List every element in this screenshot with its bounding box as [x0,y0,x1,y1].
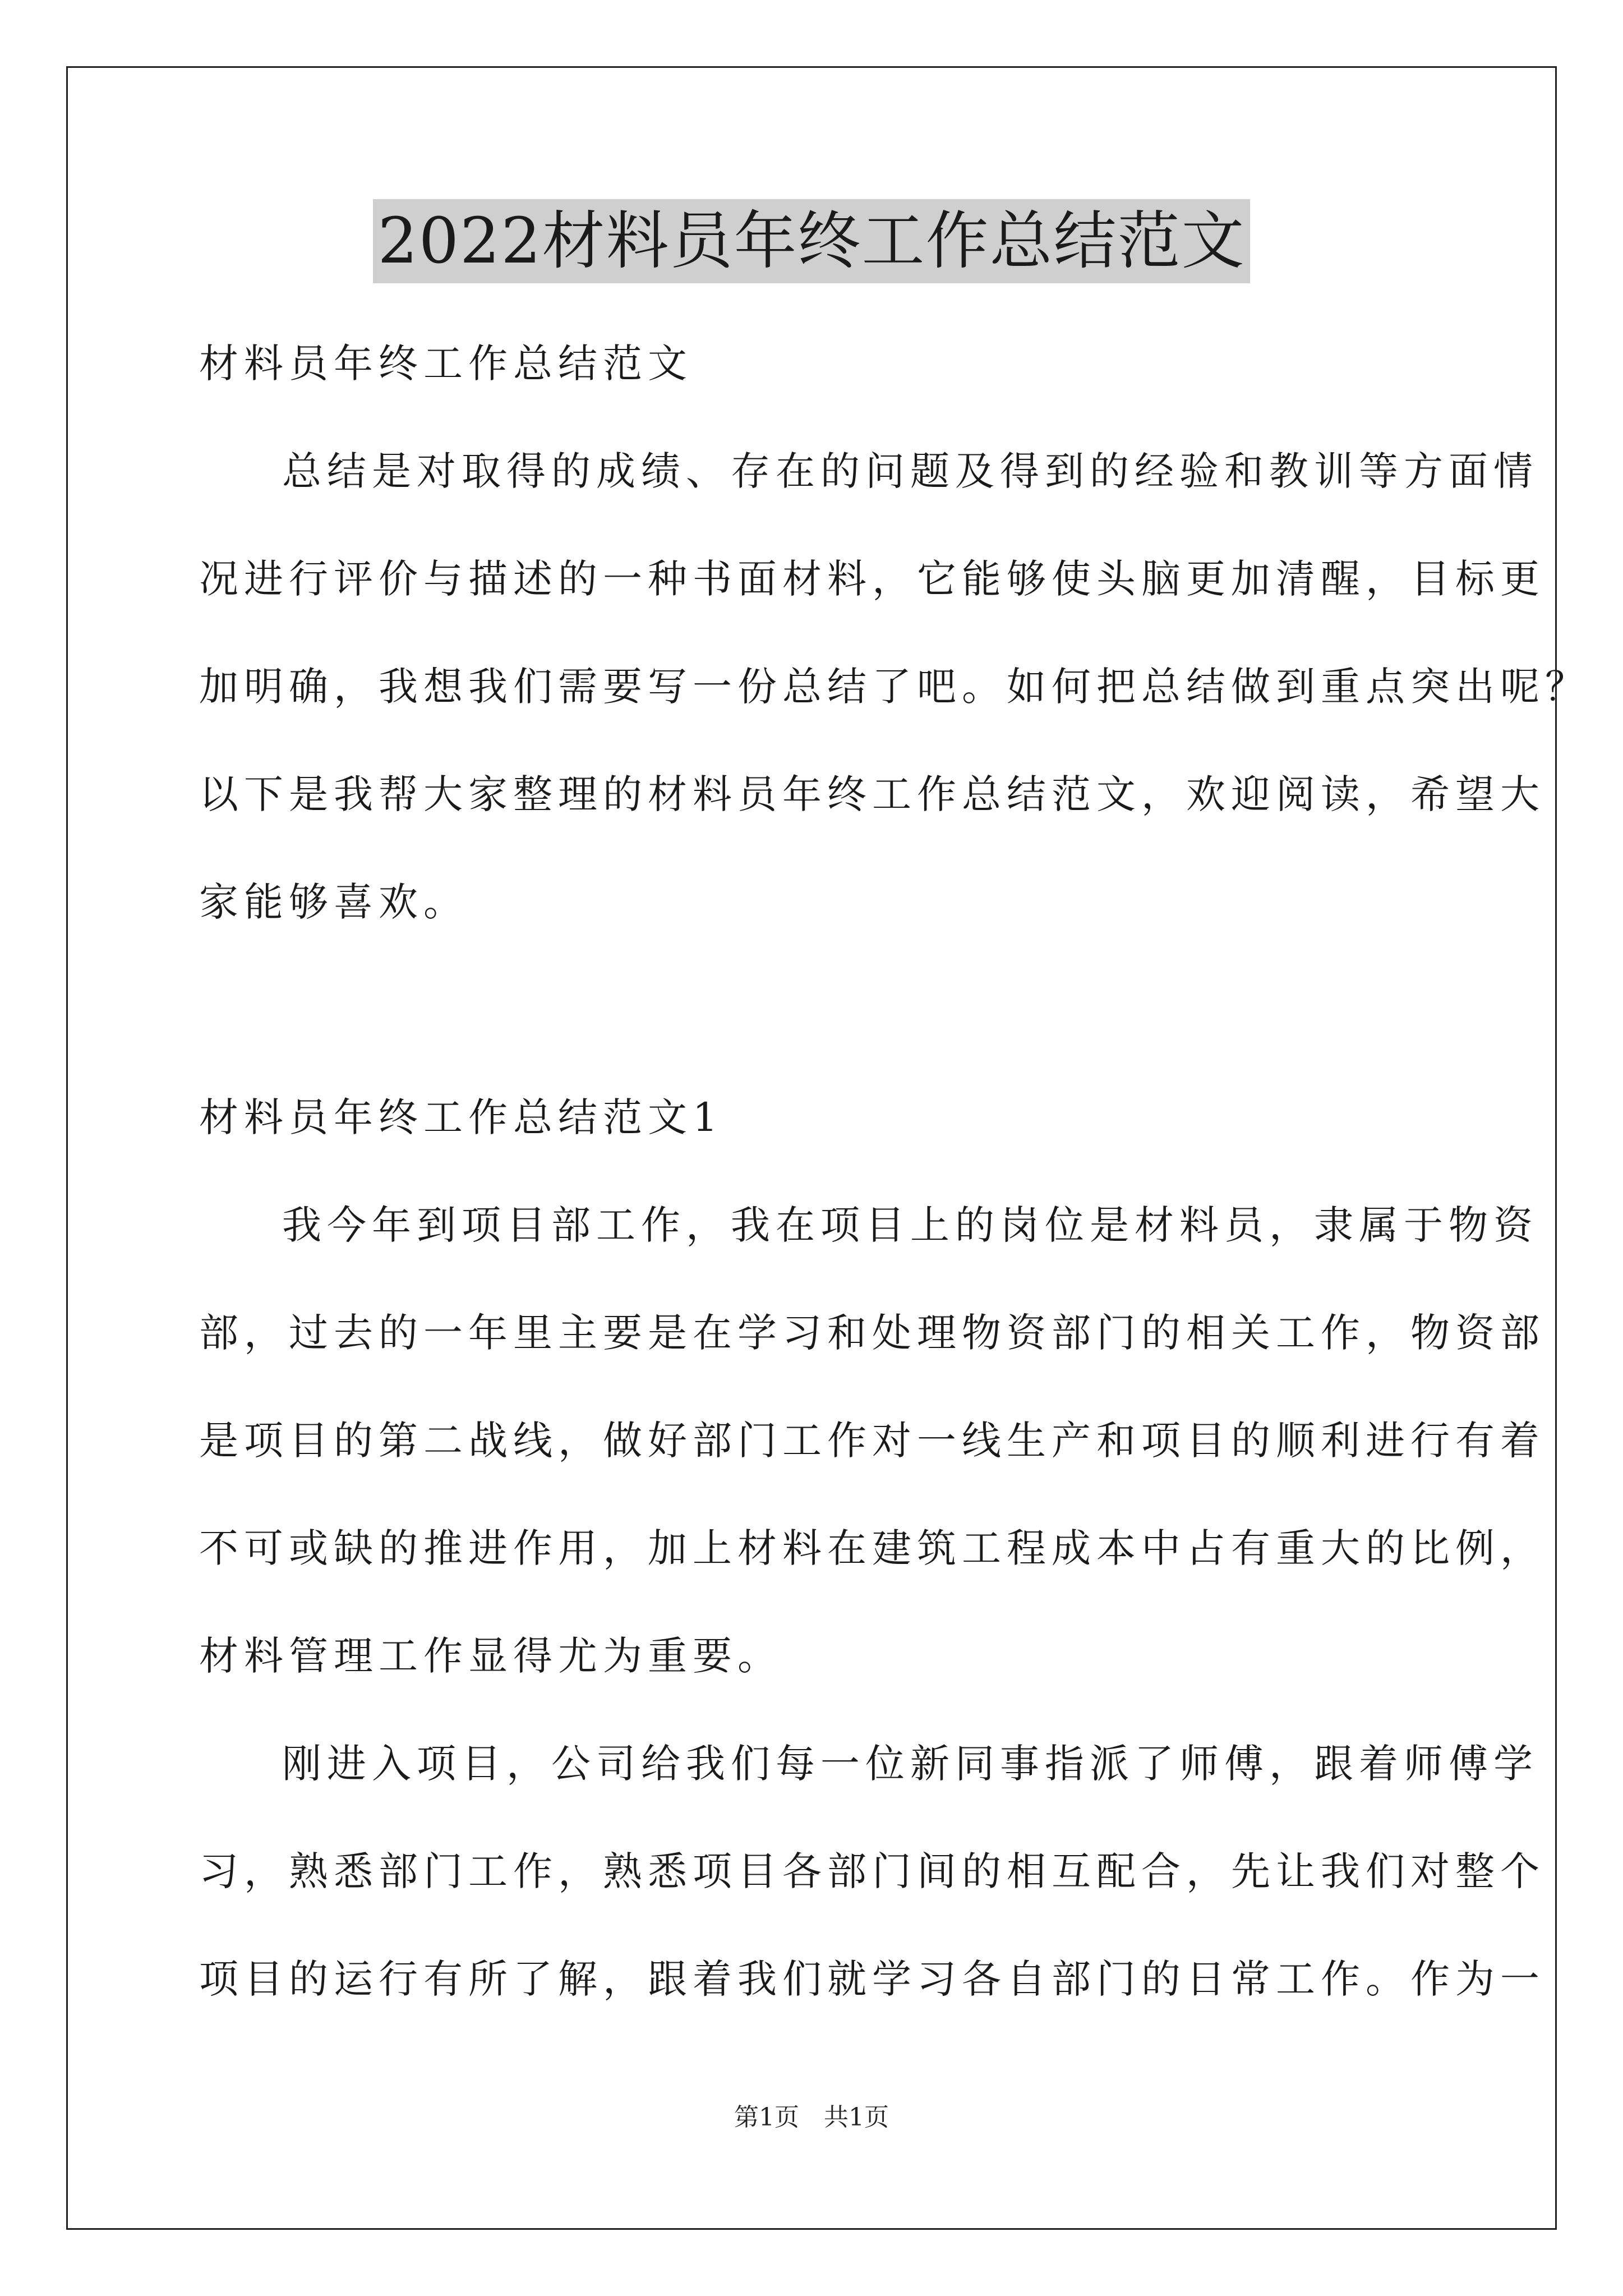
document-body [199,310,1590,2033]
page-footer: 第1页 共1页 [734,2103,889,2132]
paragraph-line: 况进行评价与描述的一种书面材料，它能够使头脑更加清醒，目标更 [199,556,1545,602]
paragraph-line: 总结是对取得的成绩、存在的问题及得到的经验和教训等方面情 [282,448,1538,494]
paragraph-line: 不可或缺的推进作用，加上材料在建筑工程成本中占有重大的比例， [199,1525,1545,1571]
section-heading: 材料员年终工作总结范文1 [199,1094,723,1140]
document-title: 2022材料员年终工作总结范文 [373,199,1249,283]
paragraph-line: 我今年到项目部工作，我在项目上的岗位是材料员，隶属于物资 [282,1202,1538,1248]
title-container [0,199,1623,283]
subtitle-line: 材料员年终工作总结范文 [199,341,693,386]
blank-line [199,956,1427,1064]
paragraph-line: 家能够喜欢。 [199,879,468,925]
paragraph-line: 部，过去的一年里主要是在学习和处理物资部门的相关工作，物资部 [199,1310,1545,1356]
paragraph-line: 是项目的第二战线，做好部门工作对一线生产和项目的顺利进行有着 [199,1418,1545,1464]
paragraph-line: 刚进入项目，公司给我们每一位新同事指派了师傅，跟着师傅学 [282,1741,1538,1787]
paragraph-line: 材料管理工作显得尤为重要。 [199,1633,782,1679]
paragraph-line: 加明确，我想我们需要写一份总结了吧。如何把总结做到重点突出呢？ [199,664,1590,710]
paragraph-line: 以下是我帮大家整理的材料员年终工作总结范文，欢迎阅读，希望大 [199,771,1545,817]
paragraph-line: 项目的运行有所了解，跟着我们就学习各自部门的日常工作。作为一 [199,1956,1545,2002]
paragraph-line: 习，熟悉部门工作，熟悉项目各部门间的相互配合，先让我们对整个 [199,1848,1545,1894]
